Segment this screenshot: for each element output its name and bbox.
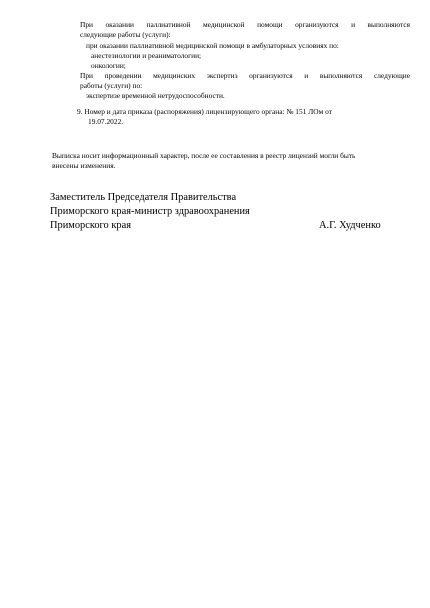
signature-name: А.Г. Худченко bbox=[319, 220, 381, 231]
signature-title-line3: Приморского края bbox=[50, 220, 131, 231]
expertise-intro-line2: работы (услуги) по: bbox=[80, 81, 143, 90]
disclaimer-line2: внесены изменения. bbox=[52, 161, 116, 170]
signature-title-line2: Приморского края-министр здравоохранения bbox=[50, 206, 250, 217]
palliative-intro-line2: следующие работы (услуги): bbox=[80, 30, 171, 39]
expertise-intro-line1: При проведении медицинских экспертиз организуются и выполняются следующие bbox=[80, 71, 410, 80]
palliative-sub-header: при оказании паллиативной медицинской помощи в амбулаторных условиях по: bbox=[86, 41, 339, 50]
disclaimer-line1: Выписка носит информационный характер, после ее составления в реестр лицензий могли быть bbox=[52, 151, 356, 160]
palliative-item-anesthesiology: анестезиологии и реаниматологии; bbox=[91, 51, 202, 60]
palliative-item-oncology: онкологии; bbox=[91, 61, 126, 70]
expertise-item-temporary-disability: экспертизе временной нетрудоспособности. bbox=[86, 91, 225, 100]
order-number-line1: 9. Номер и дата приказа (распоряжения) лицензирующего органа: № 151 ЛОм от bbox=[77, 107, 332, 116]
palliative-intro-line1: При оказании паллиативной медицинской помощи организуются и выполняются bbox=[80, 20, 410, 29]
order-number-line2: 19.07.2022. bbox=[88, 117, 124, 126]
signature-title-line1: Заместитель Председателя Правительства bbox=[50, 192, 237, 203]
